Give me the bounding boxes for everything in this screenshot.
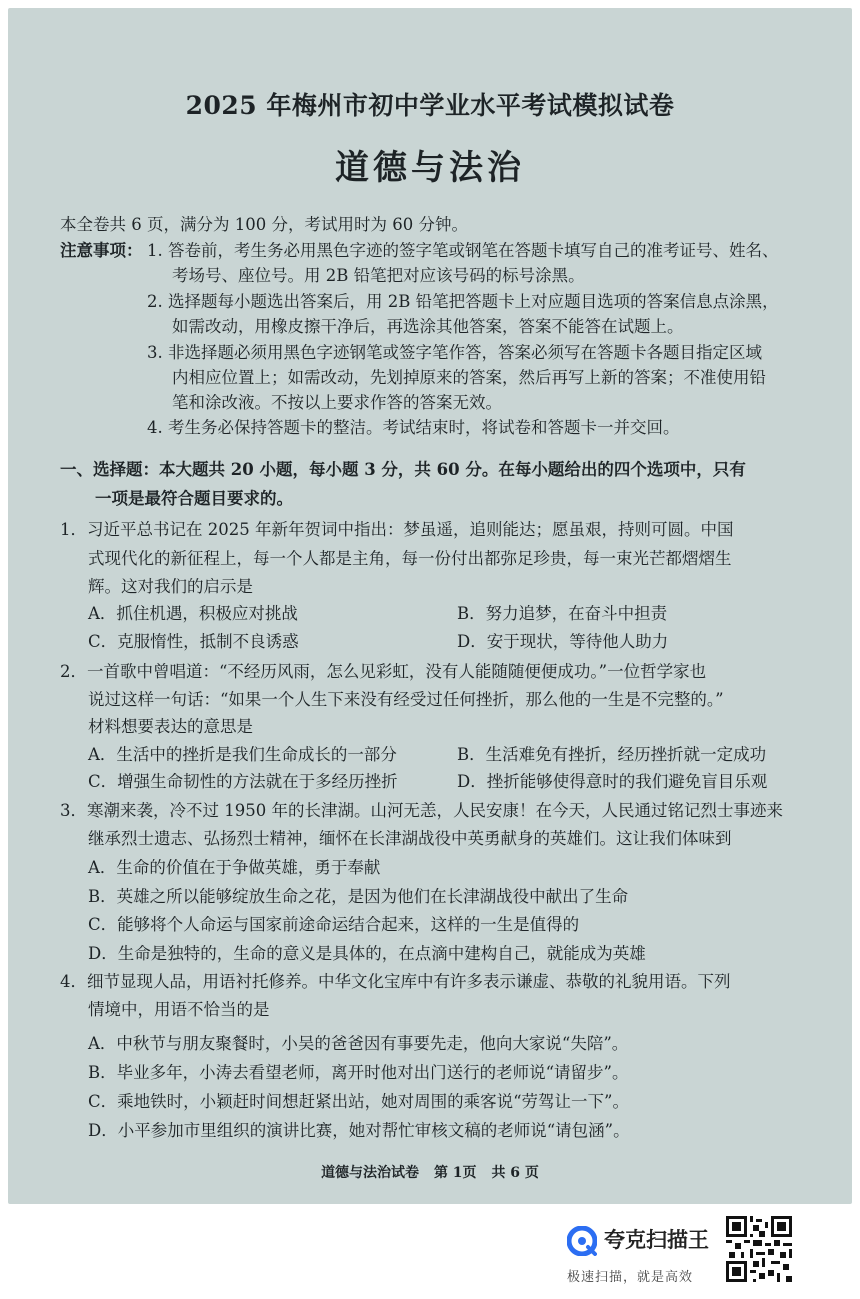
note-3-line-3: 笔和涂改液。不按以上要求作答的答案无效。: [172, 393, 502, 412]
q3-stem-line-2: 继承烈士遗志、弘扬烈士精神，缅怀在长津湖战役中英勇献身的英雄们。这让我们体味到: [88, 829, 732, 848]
subject-title: 道德与法治: [335, 148, 525, 188]
note-2-line-2: 如需改动，用橡皮擦干净后，再选涂其他答案，答案不能答在试题上。: [172, 317, 684, 336]
q3-option-b: B．英雄之所以能够绽放生命之花，是因为他们在长津湖战役中献出了生命: [88, 887, 629, 906]
q3-option-d: D．生命是独特的，生命的意义是具体的，在点滴中建构自己，就能成为英雄: [88, 944, 646, 963]
section-heading-line-2: 一项是最符合题目要求的。: [95, 489, 293, 508]
q4-option-c: C．乘地铁时，小颖赶时间想赶紧出站，她对周围的乘客说“劳驾让一下”。: [88, 1092, 629, 1111]
note-2-line-1: 2. 选择题每小题选出答案后，用 2B 铅笔把答题卡上对应题目选项的答案信息点涂黑，: [147, 292, 779, 311]
q1-stem-line-3: 辉。这对我们的启示是: [88, 577, 253, 596]
footer-page: 第 1页: [433, 1165, 477, 1181]
q1-stem-line-2: 式现代化的新征程上，每一个人都是主角，每一份付出都弥足珍贵，每一束光芒都熠熠生: [88, 549, 732, 568]
section-heading-line-1: 一、选择题：本大题共 20 小题，每小题 3 分，共 60 分。在每小题给出的四个选项中，只有: [60, 460, 746, 479]
brand-tagline: 极速扫描，就是高效: [567, 1270, 694, 1285]
q2-stem-line-1: 2．一首歌中曾唱道：“不经历风雨，怎么见彩虹，没有人能随随便便成功。”一位哲学家也: [60, 662, 707, 681]
brand-name: 夸克扫描王: [604, 1228, 709, 1252]
note-4-line-1: 4. 考生务必保持答题卡的整洁。考试结束时，将试卷和答题卡一并交回。: [147, 418, 680, 437]
footer-total: 共 6 页: [491, 1165, 539, 1181]
qr-code-icon: [726, 1216, 792, 1282]
q1-option-a: A．抓住机遇，积极应对挑战: [88, 604, 298, 623]
note-3-line-1: 3. 非选择题必须用黑色字迹钢笔或签字笔作答，答案必须写在答题卡各题目指定区域: [147, 343, 762, 362]
q4-option-b: B．毕业多年，小涛去看望老师，离开时他对出门送行的老师说“请留步”。: [88, 1063, 629, 1082]
q2-stem-line-3: 材料想要表达的意思是: [88, 717, 253, 736]
q1-option-d: D．安于现状，等待他人助力: [457, 632, 669, 651]
q4-option-d: D．小平参加市里组织的演讲比赛，她对帮忙审核文稿的老师说“请包涵”。: [88, 1121, 630, 1140]
q4-option-a: A．中秋节与朋友聚餐时，小吴的爸爸因有事要先走，他向大家说“失陪”。: [88, 1034, 629, 1053]
page-footer: [0, 1162, 860, 1182]
q2-option-a: A．生活中的挫折是我们生命成长的一部分: [88, 745, 397, 764]
q4-stem-line-1: 4．细节显现人品，用语衬托修养。中华文化宝库中有许多表示谦虚、恭敬的礼貌用语。下列: [60, 972, 731, 991]
q2-option-d: D．挫折能够使得意时的我们避免盲目乐观: [457, 772, 768, 791]
q1-stem-line-1: 1．习近平总书记在 2025 年新年贺词中指出：梦虽遥，追则能达；愿虽艰，持则可圆。中国: [60, 520, 734, 539]
q3-option-c: C．能够将个人命运与国家前途命运结合起来，这样的一生是值得的: [88, 915, 580, 934]
exam-title: 2025 年梅州市初中学业水平考试模拟试卷: [185, 91, 675, 120]
q4-stem-line-2: 情境中，用语不恰当的是: [88, 1000, 270, 1019]
q1-option-b: B．努力追梦，在奋斗中担责: [457, 604, 668, 623]
note-1-line-1: 1. 答卷前，考生务必用黑色字迹的签字笔或钢笔在答题卡填写自己的准考证号、姓名、: [147, 241, 779, 260]
quark-logo-icon: [567, 1226, 597, 1256]
footer-subject: 道德与法治试卷: [321, 1165, 420, 1181]
q2-option-c: C．增强生命韧性的方法就在于多经历挫折: [88, 772, 398, 791]
notes-label: 注意事项：: [60, 241, 143, 260]
note-1-line-2: 考场号、座位号。用 2B 铅笔把对应该号码的标号涂黑。: [172, 266, 585, 285]
note-3-line-2: 内相应位置上；如需改动，先划掉原来的答案，然后再写上新的答案；不准使用铅: [172, 368, 766, 387]
q3-stem-line-1: 3．寒潮来袭，冷不过 1950 年的长津湖。山河无恙，人民安康！在今天，人民通过铭记烈士事迹来: [60, 801, 783, 820]
exam-info: 本全卷共 6 页，满分为 100 分，考试用时为 60 分钟。: [60, 215, 468, 234]
q1-option-c: C．克服惰性，抵制不良诱惑: [88, 632, 299, 651]
q3-option-a: A．生命的价值在于争做英雄，勇于奉献: [88, 858, 381, 877]
q2-stem-line-2: 说过这样一句话：“如果一个人生下来没有经受过任何挫折，那么他的一生是不完整的。”: [88, 690, 724, 709]
q2-option-b: B．生活难免有挫折，经历挫折就一定成功: [457, 745, 767, 764]
